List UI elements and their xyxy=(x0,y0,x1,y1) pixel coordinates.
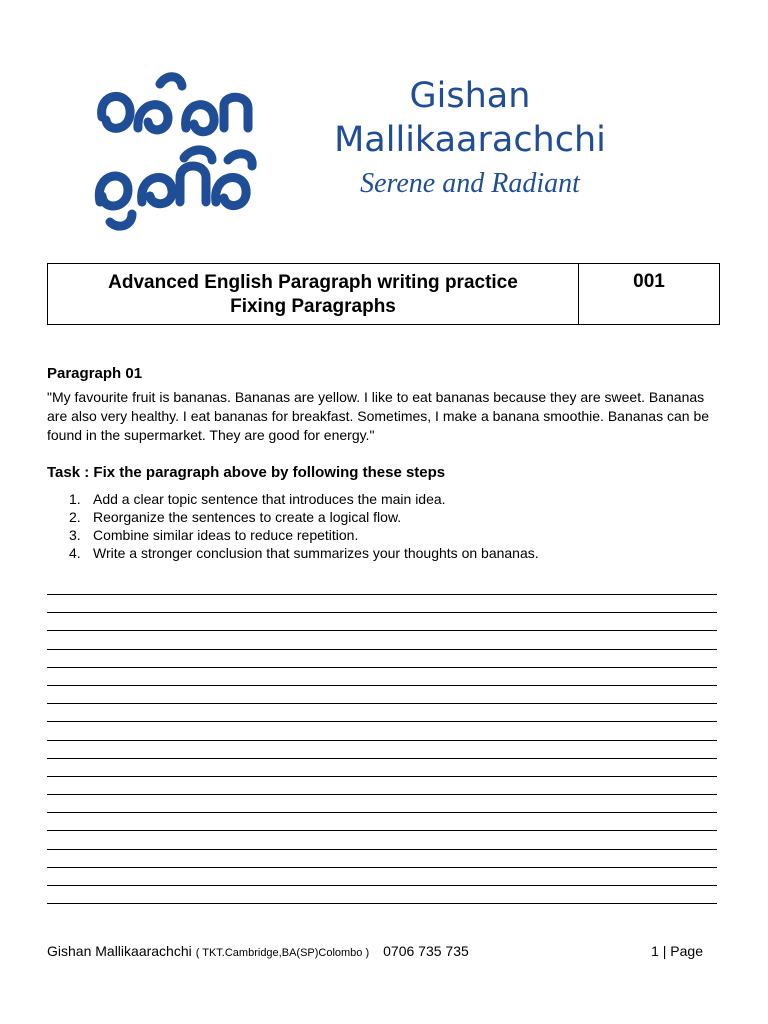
paragraph-text: "My favourite fruit is bananas. Bananas are yellow. I like to eat bananas because they are sweet. Bananas are also very healthy. I eat bananas for breakfast. Sometimes, I make a banana smoothie. Bananas can be found in the supermarket. They are good for energy." xyxy=(47,389,710,443)
writing-line xyxy=(47,813,717,831)
task-heading: Task : Fix the paragraph above by following these steps xyxy=(47,464,446,481)
step-text: Combine similar ideas to reduce repetition. xyxy=(93,527,359,543)
writing-line xyxy=(47,595,717,613)
title-line1: Advanced English Paragraph writing practice xyxy=(108,272,518,293)
brand-tagline: Serene and Radiant xyxy=(360,168,580,199)
writing-line xyxy=(47,759,717,777)
list-item xyxy=(47,508,539,526)
footer-credentials: ( TKT.Cambridge,BA(SP)Colombo ) xyxy=(195,947,370,959)
writing-line xyxy=(47,886,717,904)
footer-author: Gishan Mallikaarachchi xyxy=(47,943,192,959)
step-number: 1. xyxy=(69,491,81,507)
writing-line xyxy=(47,722,717,740)
title-line2: Fixing Paragraphs xyxy=(230,296,396,317)
sinhala-logo xyxy=(88,62,263,237)
step-number: 3. xyxy=(69,527,81,543)
step-number: 2. xyxy=(69,509,81,525)
brand-name-line2: Mallikaarachchi xyxy=(334,120,606,160)
writing-line xyxy=(47,831,717,849)
writing-line xyxy=(47,777,717,795)
writing-line xyxy=(47,868,717,886)
writing-line xyxy=(47,850,717,868)
step-text: Add a clear topic sentence that introduces the main idea. xyxy=(93,491,446,507)
writing-line xyxy=(47,704,717,722)
writing-line xyxy=(47,741,717,759)
writing-lines-area[interactable] xyxy=(47,594,717,904)
footer xyxy=(47,943,703,959)
list-item xyxy=(47,544,539,562)
brand-block xyxy=(320,74,620,200)
writing-line xyxy=(47,686,717,704)
step-number: 4. xyxy=(69,545,81,561)
footer-phone: 0706 735 735 xyxy=(383,943,469,959)
step-text: Reorganize the sentences to create a logical flow. xyxy=(93,509,402,525)
title-cell xyxy=(48,264,579,324)
task-steps-list xyxy=(47,490,539,562)
worksheet-number: 001 xyxy=(633,271,665,292)
writing-line xyxy=(47,795,717,813)
writing-line xyxy=(47,613,717,631)
writing-line xyxy=(47,650,717,668)
brand-name-line1: Gishan xyxy=(409,76,531,116)
list-item xyxy=(47,526,539,544)
title-table xyxy=(47,263,720,325)
writing-line xyxy=(47,631,717,649)
paragraph-heading: Paragraph 01 xyxy=(47,365,143,382)
writing-line xyxy=(47,668,717,686)
step-text: Write a stronger conclusion that summarizes your thoughts on bananas. xyxy=(93,545,539,561)
header-logo-area xyxy=(48,48,720,238)
list-item xyxy=(47,490,539,508)
page-number: 1 | Page xyxy=(651,943,703,959)
